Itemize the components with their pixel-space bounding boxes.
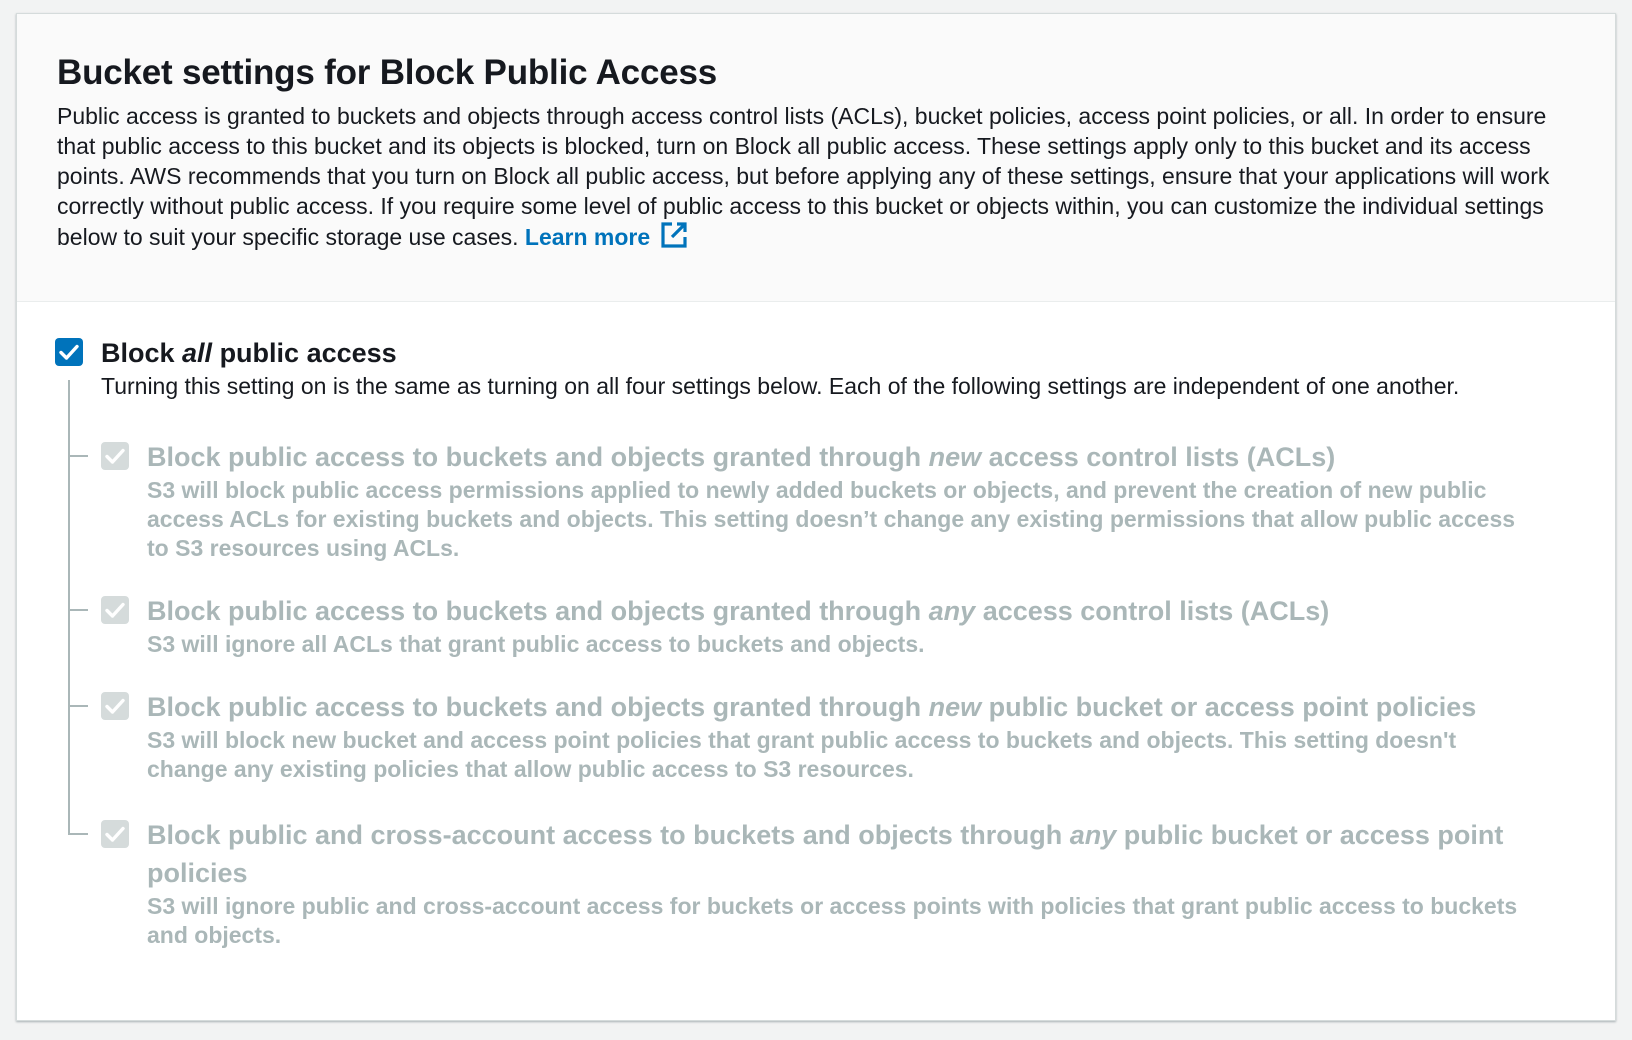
learn-more-label: Learn more — [524, 224, 651, 250]
block-public-access-panel — [16, 13, 1616, 1021]
learn-more-link[interactable] — [525, 224, 688, 250]
tree-tick — [68, 455, 88, 457]
setting-any-acls-checkbox[interactable] — [101, 596, 129, 624]
setting-new-acls-checkbox[interactable] — [101, 442, 129, 470]
external-link-icon — [660, 221, 688, 256]
block-all-checkbox[interactable] — [55, 338, 83, 366]
setting-any-policies-description: S3 will ignore public and cross-account access for buckets or access points with policies that grant public access to buckets and objects. — [147, 893, 1518, 948]
tree-tick — [68, 705, 88, 707]
setting-any-acls-label: Block public access to buckets and objects granted through any access control lists (ACLs) S3 will ignore all ACLs that grant public access to buckets and objects. — [147, 592, 1527, 659]
setting-new-policies-checkbox[interactable] — [101, 692, 129, 720]
setting-new-acls-label: Block public access to buckets and objects granted through new access control lists (ACLs) S3 will block public access permissions applied to newly added buckets or objects, and prevent the creation of new public access ACLs for existing buckets and objects. This setting doesn’t change any existing permissions that allow public access to S3 resources using ACLs. — [147, 438, 1527, 563]
setting-new-policies-description: S3 will block new bucket and access point policies that grant public access to buckets and objects. This setting doesn't change any existing policies that allow public access to S3 resources. — [147, 727, 1457, 782]
tree-tick — [68, 833, 88, 835]
setting-any-acls-description: S3 will ignore all ACLs that grant public access to buckets and objects. — [147, 631, 925, 657]
setting-any-policies-checkbox[interactable] — [101, 820, 129, 848]
tree-connector-line — [68, 380, 70, 835]
setting-new-acls-description: S3 will block public access permissions applied to newly added buckets or objects, and prevent the creation of new public access ACLs for existing buckets and objects. This setting doesn’t change any existing permissions that allow public access to S3 resources using ACLs. — [147, 477, 1516, 561]
panel-header — [17, 14, 1615, 302]
panel-description-text: Public access is granted to buckets and objects through access control lists (ACLs), bucket policies, access point policies, or all. In order to ensure that public access to this bucket and its objects is blocked, turn on Block all public access. These settings apply only to this bucket and its access points. AWS recommends that you turn on Block all public access, but before applying any of these settings, ensure that your applications will work correctly without public access. If you require some level of public access to this bucket or objects within, you can customize the individual settings below to suit your specific storage use cases. — [57, 103, 1550, 250]
setting-new-policies-label: Block public access to buckets and objects granted through new public bucket or access point policies S3 will block new bucket and access point policies that grant public access to buckets and objects. This setting doesn't change any existing policies that allow public access to S3 resources. — [147, 688, 1527, 784]
block-all-label[interactable]: Block all public access — [101, 338, 397, 368]
panel-title: Bucket settings for Block Public Access — [57, 53, 718, 92]
tree-tick — [68, 609, 88, 611]
block-all-description: Turning this setting on is the same as turning on all four settings below. Each of the following settings are independent of one another. — [101, 373, 1460, 399]
setting-any-policies-label: Block public and cross-account access to buckets and objects through any public bucket or access point policies S3 will ignore public and cross-account access for buckets or access points with policies that grant public access to buckets and objects. — [147, 816, 1527, 950]
panel-description — [57, 101, 1575, 256]
